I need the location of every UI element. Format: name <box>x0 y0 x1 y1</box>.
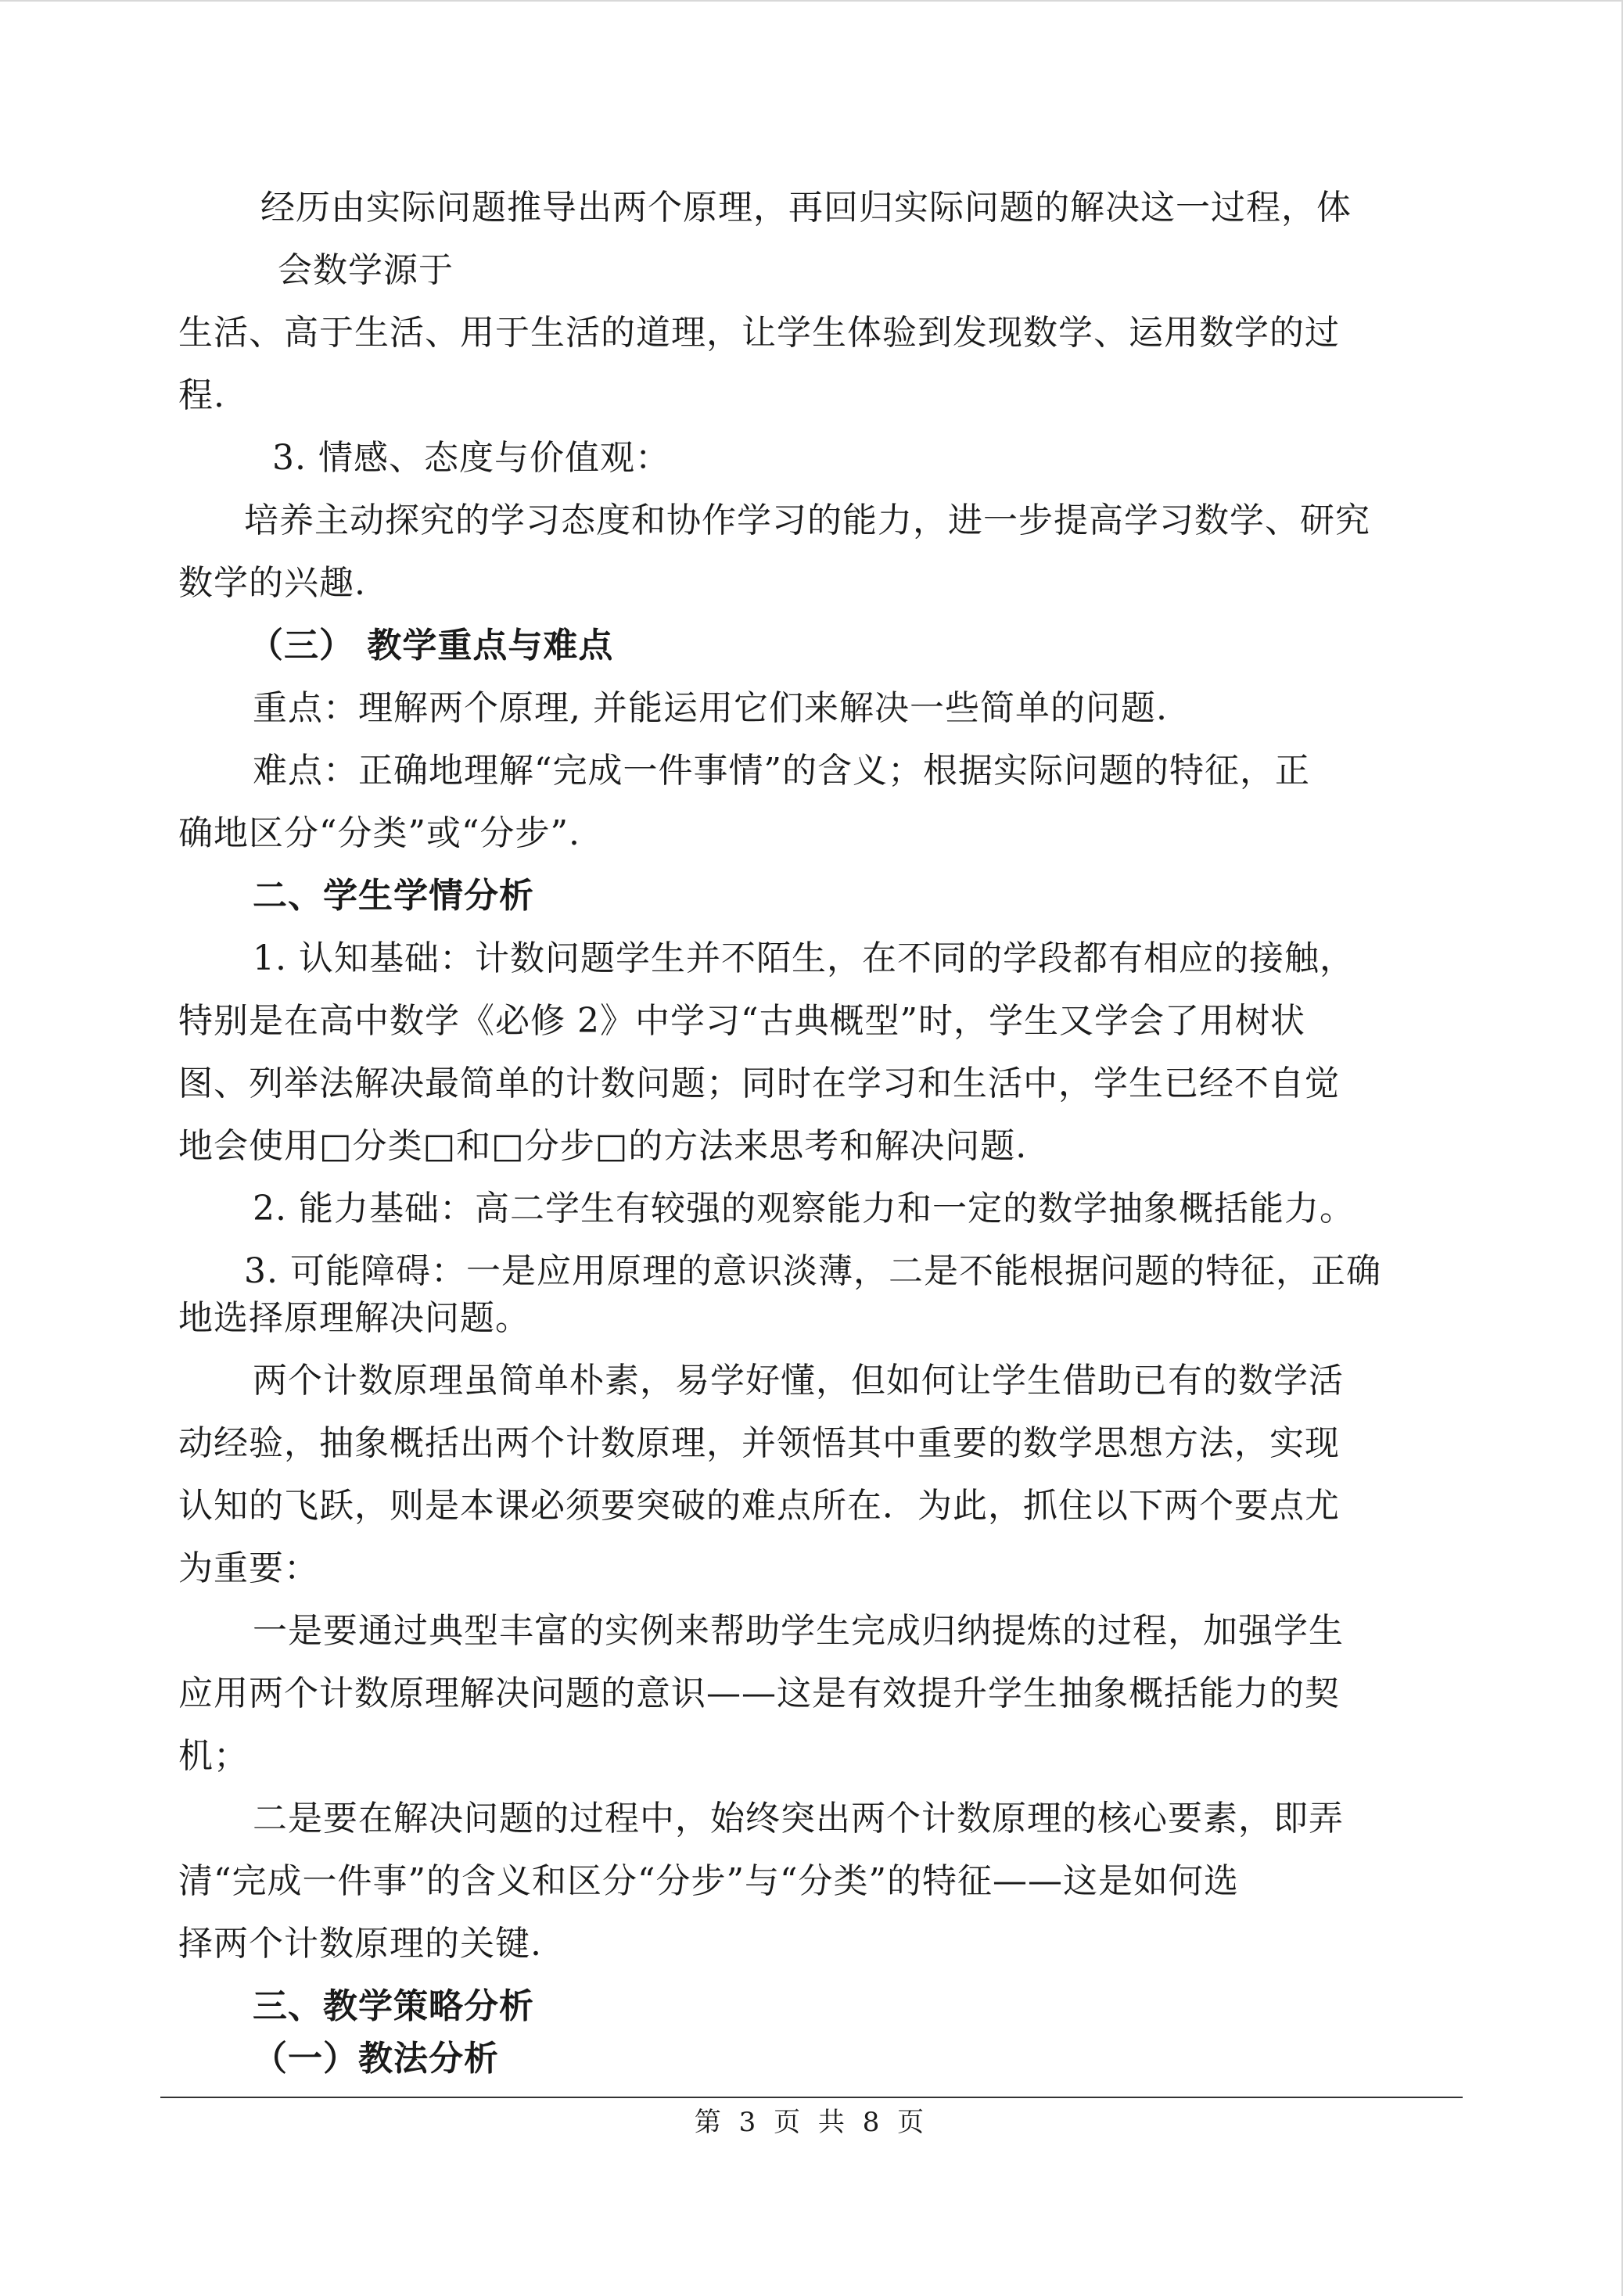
paragraph-line: 为重要： <box>178 1548 319 1588</box>
paragraph-line: 认知的飞跃，则是本课必须要突破的难点所在．为此，抓住以下两个要点尤 <box>178 1486 1340 1526</box>
paragraph-line: 机； <box>178 1736 249 1776</box>
paragraph-line: 二是要在解决问题的过程中，始终突出两个计数原理的核心要素，即弄 <box>253 1799 1344 1839</box>
paragraph-line: 会数学源于 <box>278 250 454 290</box>
page-top-border <box>0 0 1623 2</box>
paragraph-line: 数学的兴趣. <box>178 563 366 603</box>
paragraph-line: 动经验，抽象概括出两个计数原理，并领悟其中重要的数学思想方法，实现 <box>178 1423 1340 1463</box>
subsection-heading: 3. 情感、态度与价值观： <box>272 438 670 478</box>
section-heading: （三） 教学重点与难点 <box>249 626 614 665</box>
paragraph-line: 生活、高于生活、用于生活的道理，让学生体验到发现数学、运用数学的过 <box>178 313 1340 353</box>
paragraph-line: 经历由实际问题推导出两个原理，再回归实际问题的解决这一过程，体 <box>260 188 1352 228</box>
paragraph-line: 确地区分“分类”或“分步”. <box>178 813 580 853</box>
paragraph-line: 图、列举法解决最简单的计数问题；同时在学习和生活中，学生已经不自觉 <box>178 1064 1340 1103</box>
paragraph-line: 两个计数原理虽简单朴素，易学好懂，但如何让学生借助已有的数学活 <box>253 1361 1344 1401</box>
paragraph-line: 1. 认知基础：计数问题学生并不陌生，在不同的学段都有相应的接触， <box>253 938 1355 978</box>
paragraph-line: 择两个计数原理的关键. <box>178 1924 542 1964</box>
section-heading: 二、学生学情分析 <box>253 876 534 916</box>
page-number: 第 3 页 共 8 页 <box>694 2107 929 2138</box>
section-heading: 三、教学策略分析 <box>253 1986 534 2026</box>
subsection-heading: （一）教法分析 <box>253 2039 499 2079</box>
paragraph-line: 程. <box>178 375 225 415</box>
paragraph-line: 清“完成一件事”的含义和区分“分步”与“分类”的特征——这是如何选 <box>178 1861 1239 1901</box>
paragraph-line: 地会使用□分类□和□分步□的方法来思考和解决问题. <box>178 1126 1028 1166</box>
paragraph-line: 一是要通过典型丰富的实例来帮助学生完成归纳提炼的过程，加强学生 <box>253 1611 1344 1651</box>
paragraph-line: 应用两个计数原理解决问题的意识——这是有效提升学生抽象概括能力的契 <box>178 1674 1340 1713</box>
footer-divider <box>160 2097 1463 2098</box>
paragraph-line: 3. 可能障碍：一是应用原理的意识淡薄，二是不能根据问题的特征，正确 <box>244 1251 1381 1291</box>
paragraph-line: 特别是在高中数学《必修 2》中学习“古典概型”时，学生又学会了用树状 <box>178 1001 1305 1041</box>
paragraph-line: 难点：正确地理解“完成一件事情”的含义；根据实际问题的特征，正 <box>253 751 1310 791</box>
paragraph-line: 重点：理解两个原理, 并能运用它们来解决一些简单的问题. <box>253 688 1168 728</box>
paragraph-line: 地选择原理解决问题。 <box>178 1298 530 1338</box>
paragraph-line: 培养主动探究的学习态度和协作学习的能力，进一步提高学习数学、研究 <box>244 500 1370 540</box>
paragraph-line: 2. 能力基础：高二学生有较强的观察能力和一定的数学抽象概括能力。 <box>253 1189 1355 1229</box>
